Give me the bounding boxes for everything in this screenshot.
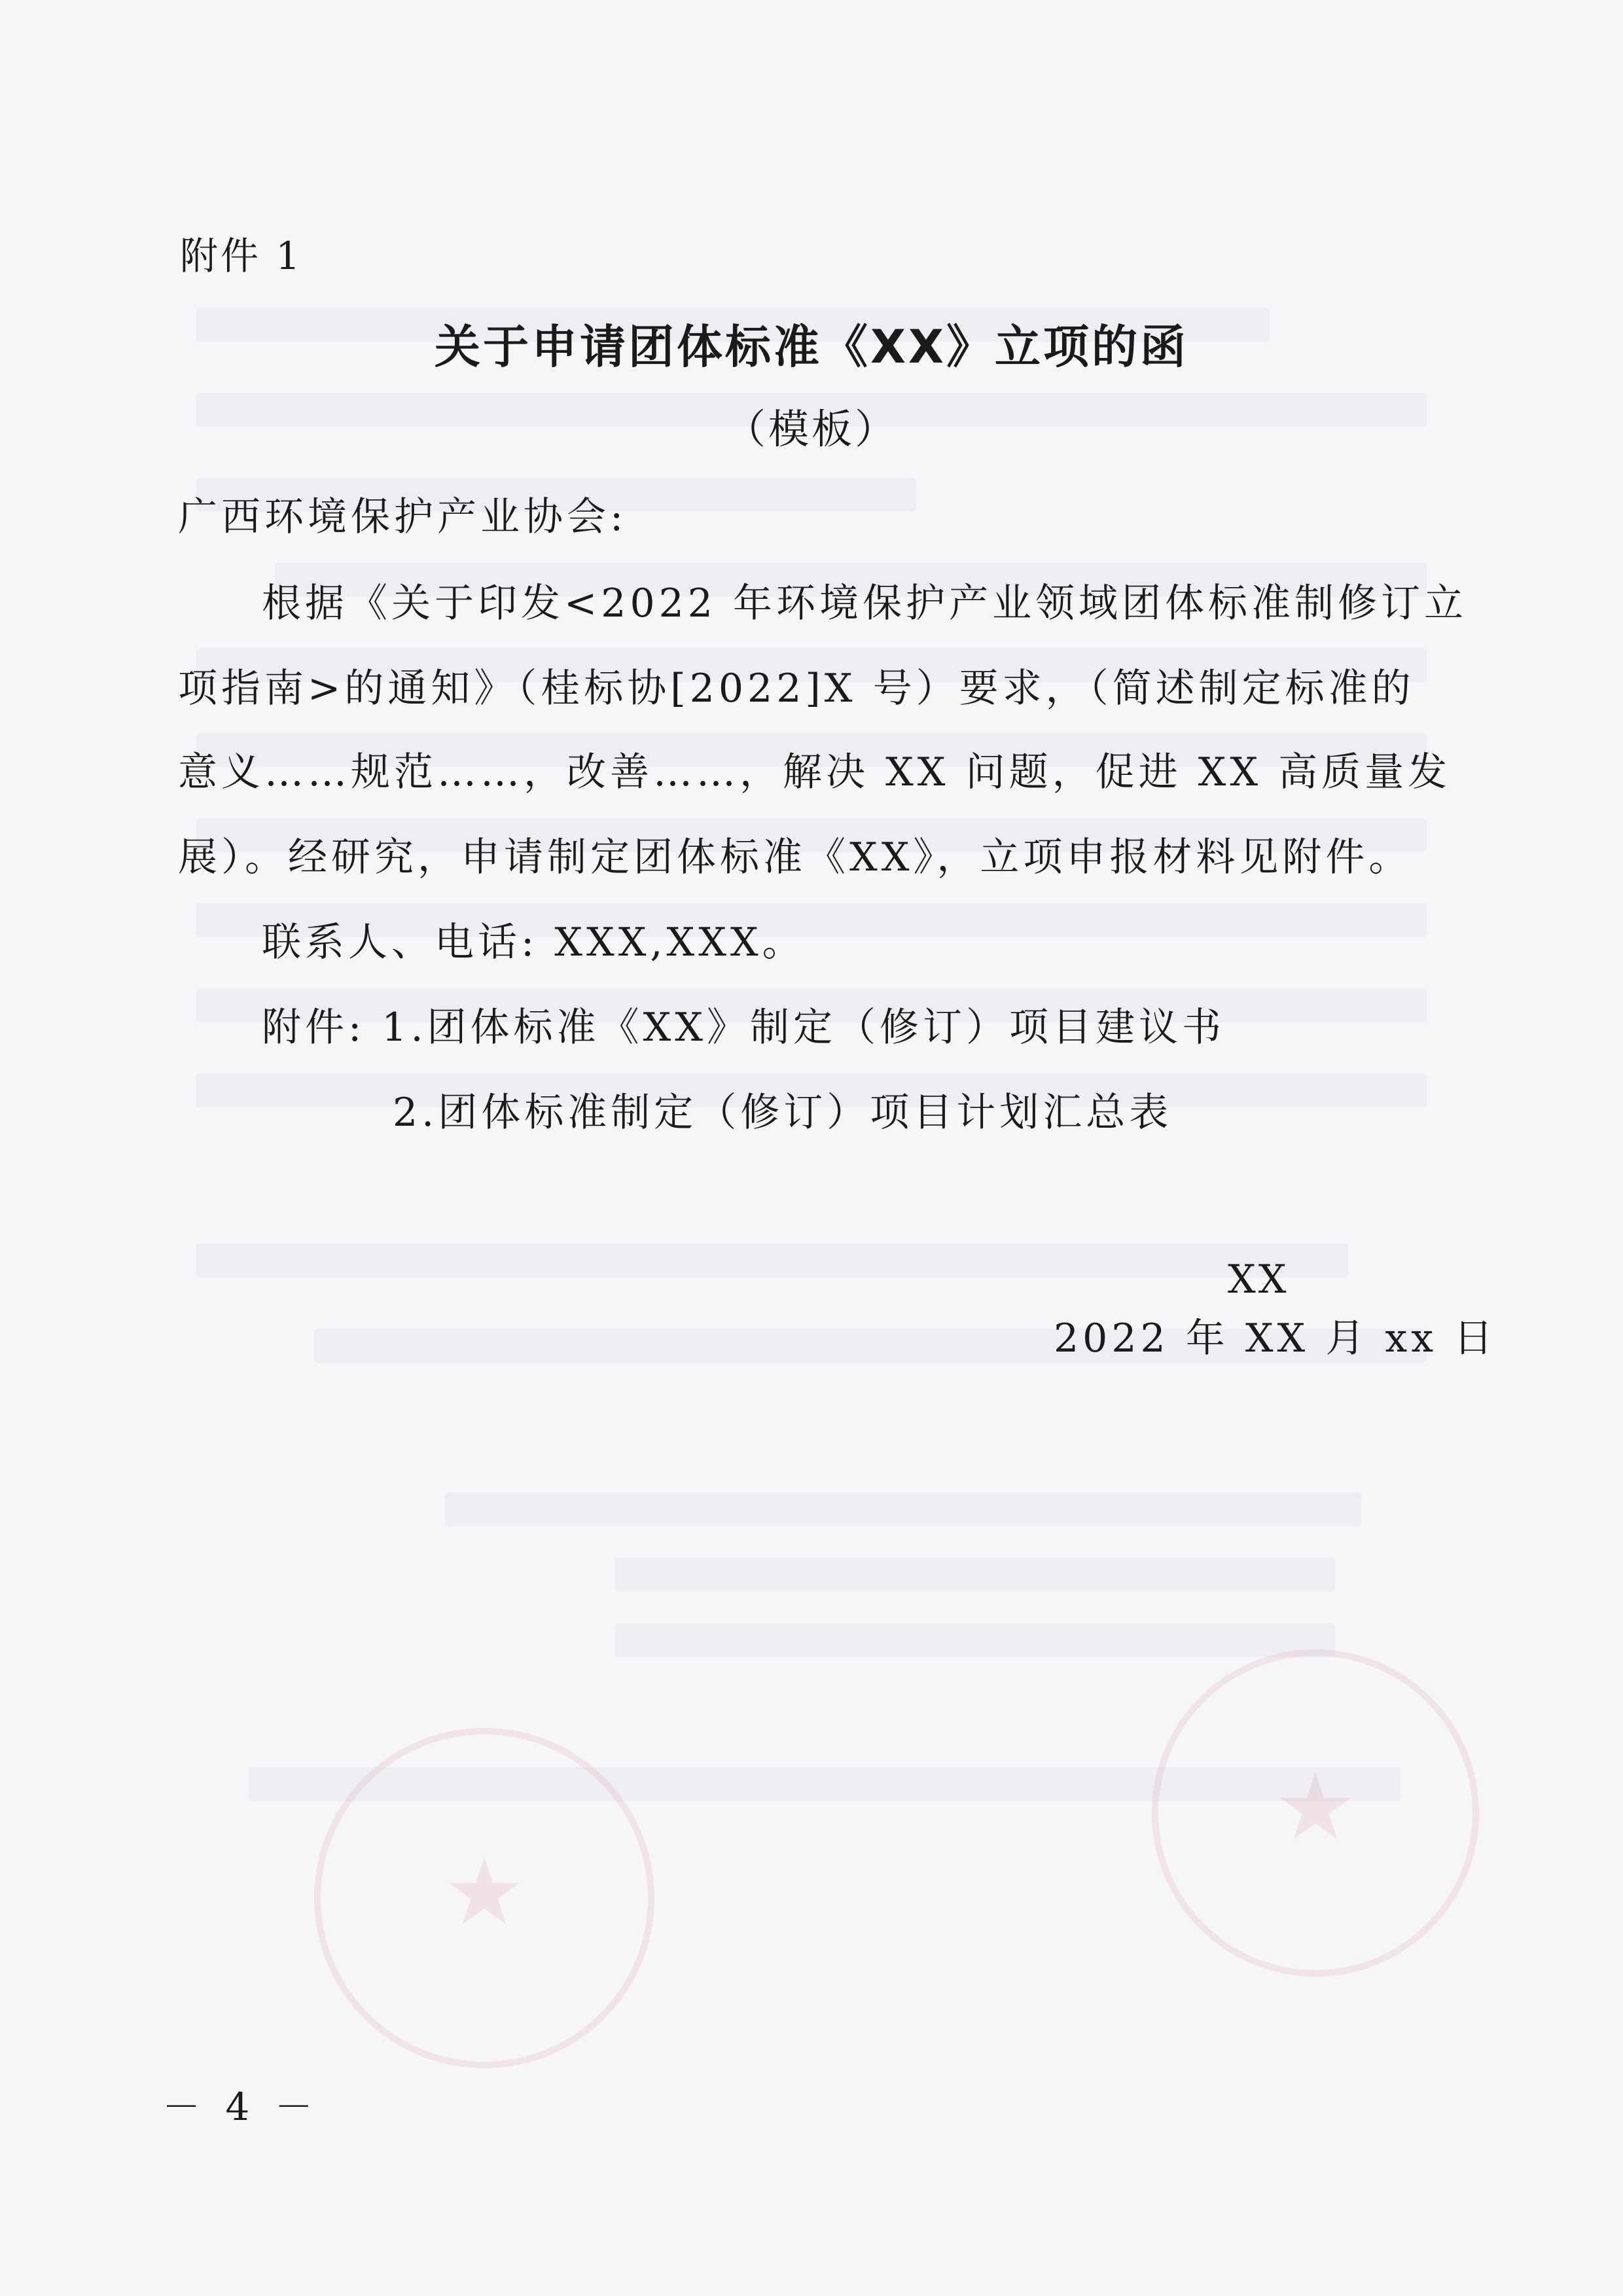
attachment-item: 附件: 1.团体标准《XX》制定（修订）项目建议书: [262, 1005, 1225, 1050]
attachment-item: 2.团体标准制定（修订）项目计划汇总表: [393, 1090, 1173, 1136]
star-icon: ★: [443, 1839, 526, 1946]
attachment-label: 附件 1: [180, 234, 303, 278]
signature-date: 2022 年 XX 月 xx 日: [1054, 1316, 1497, 1361]
addressee: 广西环境保护产业协会:: [178, 494, 628, 540]
seal-bleed-right: [1152, 1649, 1479, 1977]
document-title: 关于申请团体标准《XX》立项的函: [435, 320, 1188, 374]
body-line: 意义……规范……，改善……，解决 XX 问题，促进 XX 高质量发: [178, 749, 1452, 795]
body-line: 展）。经研究，申请制定团体标准《XX》，立项申报材料见附件。: [178, 834, 1412, 880]
body-line: 项指南>的通知》（桂标协[2022]X 号）要求，（简述制定标准的: [178, 666, 1415, 711]
signature-organization: XX: [1228, 1257, 1289, 1302]
seal-bleed-left: [314, 1728, 654, 2068]
contact-line: 联系人、电话: XXX,XXX。: [262, 920, 806, 965]
document-subtitle: （模板）: [724, 405, 898, 453]
star-icon: ★: [1274, 1754, 1357, 1861]
page-number: － 4 －: [162, 2085, 319, 2129]
body-line: 根据《关于印发<2022 年环境保护产业领域团体标准制修订立: [262, 581, 1468, 626]
